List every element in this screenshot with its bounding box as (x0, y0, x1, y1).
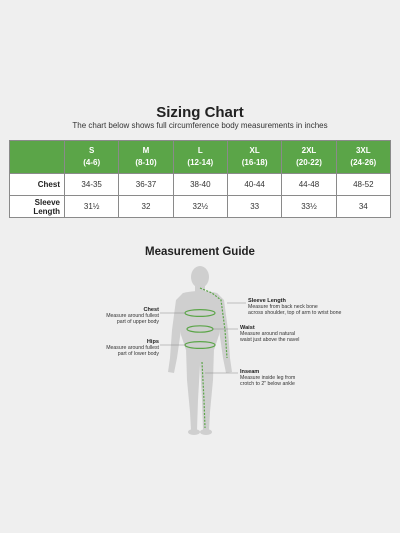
chart-subtitle: The chart below shows full circumference body measurements in inches (72, 121, 328, 130)
waist-callout: Waist Measure around natural waist just above the navel (240, 325, 300, 344)
chest-callout: Chest Measure around fullest part of upper body (106, 307, 159, 326)
header-2xl: 2XL (20-22) (282, 141, 336, 174)
human-silhouette (168, 266, 232, 435)
row-label: Chest (10, 174, 65, 196)
table-cell: 33½ (282, 196, 336, 218)
table-cell: 31½ (65, 196, 119, 218)
chart-title: Sizing Chart (156, 104, 244, 121)
table-cell: 32½ (173, 196, 227, 218)
table-cell: 36-37 (119, 174, 173, 196)
table-cell: 32 (119, 196, 173, 218)
table-cell: 38-40 (173, 174, 227, 196)
table-cell: 40-44 (227, 174, 281, 196)
hips-callout: Hips Measure around fullest part of lower body (106, 339, 159, 358)
table-cell: 33 (227, 196, 281, 218)
table-cell: 34-35 (65, 174, 119, 196)
table-cell: 44-48 (282, 174, 336, 196)
table-cell: 34 (336, 196, 390, 218)
header-3xl: 3XL (24-26) (336, 141, 390, 174)
inseam-callout: Inseam Measure inside leg from crotch to 2" below ankle (240, 369, 296, 388)
header-l: L (12-14) (173, 141, 227, 174)
table-cell: 48-52 (336, 174, 390, 196)
guide-title: Measurement Guide (145, 246, 255, 258)
header-m: M (8-10) (119, 141, 173, 174)
row-label: Sleeve Length (10, 196, 65, 218)
sleeve-callout: Sleeve Length Measure from back neck bone across shoulder, top of arm to wrist bone (248, 298, 342, 317)
header-s: S (4-6) (65, 141, 119, 174)
header-xl: XL (16-18) (227, 141, 281, 174)
